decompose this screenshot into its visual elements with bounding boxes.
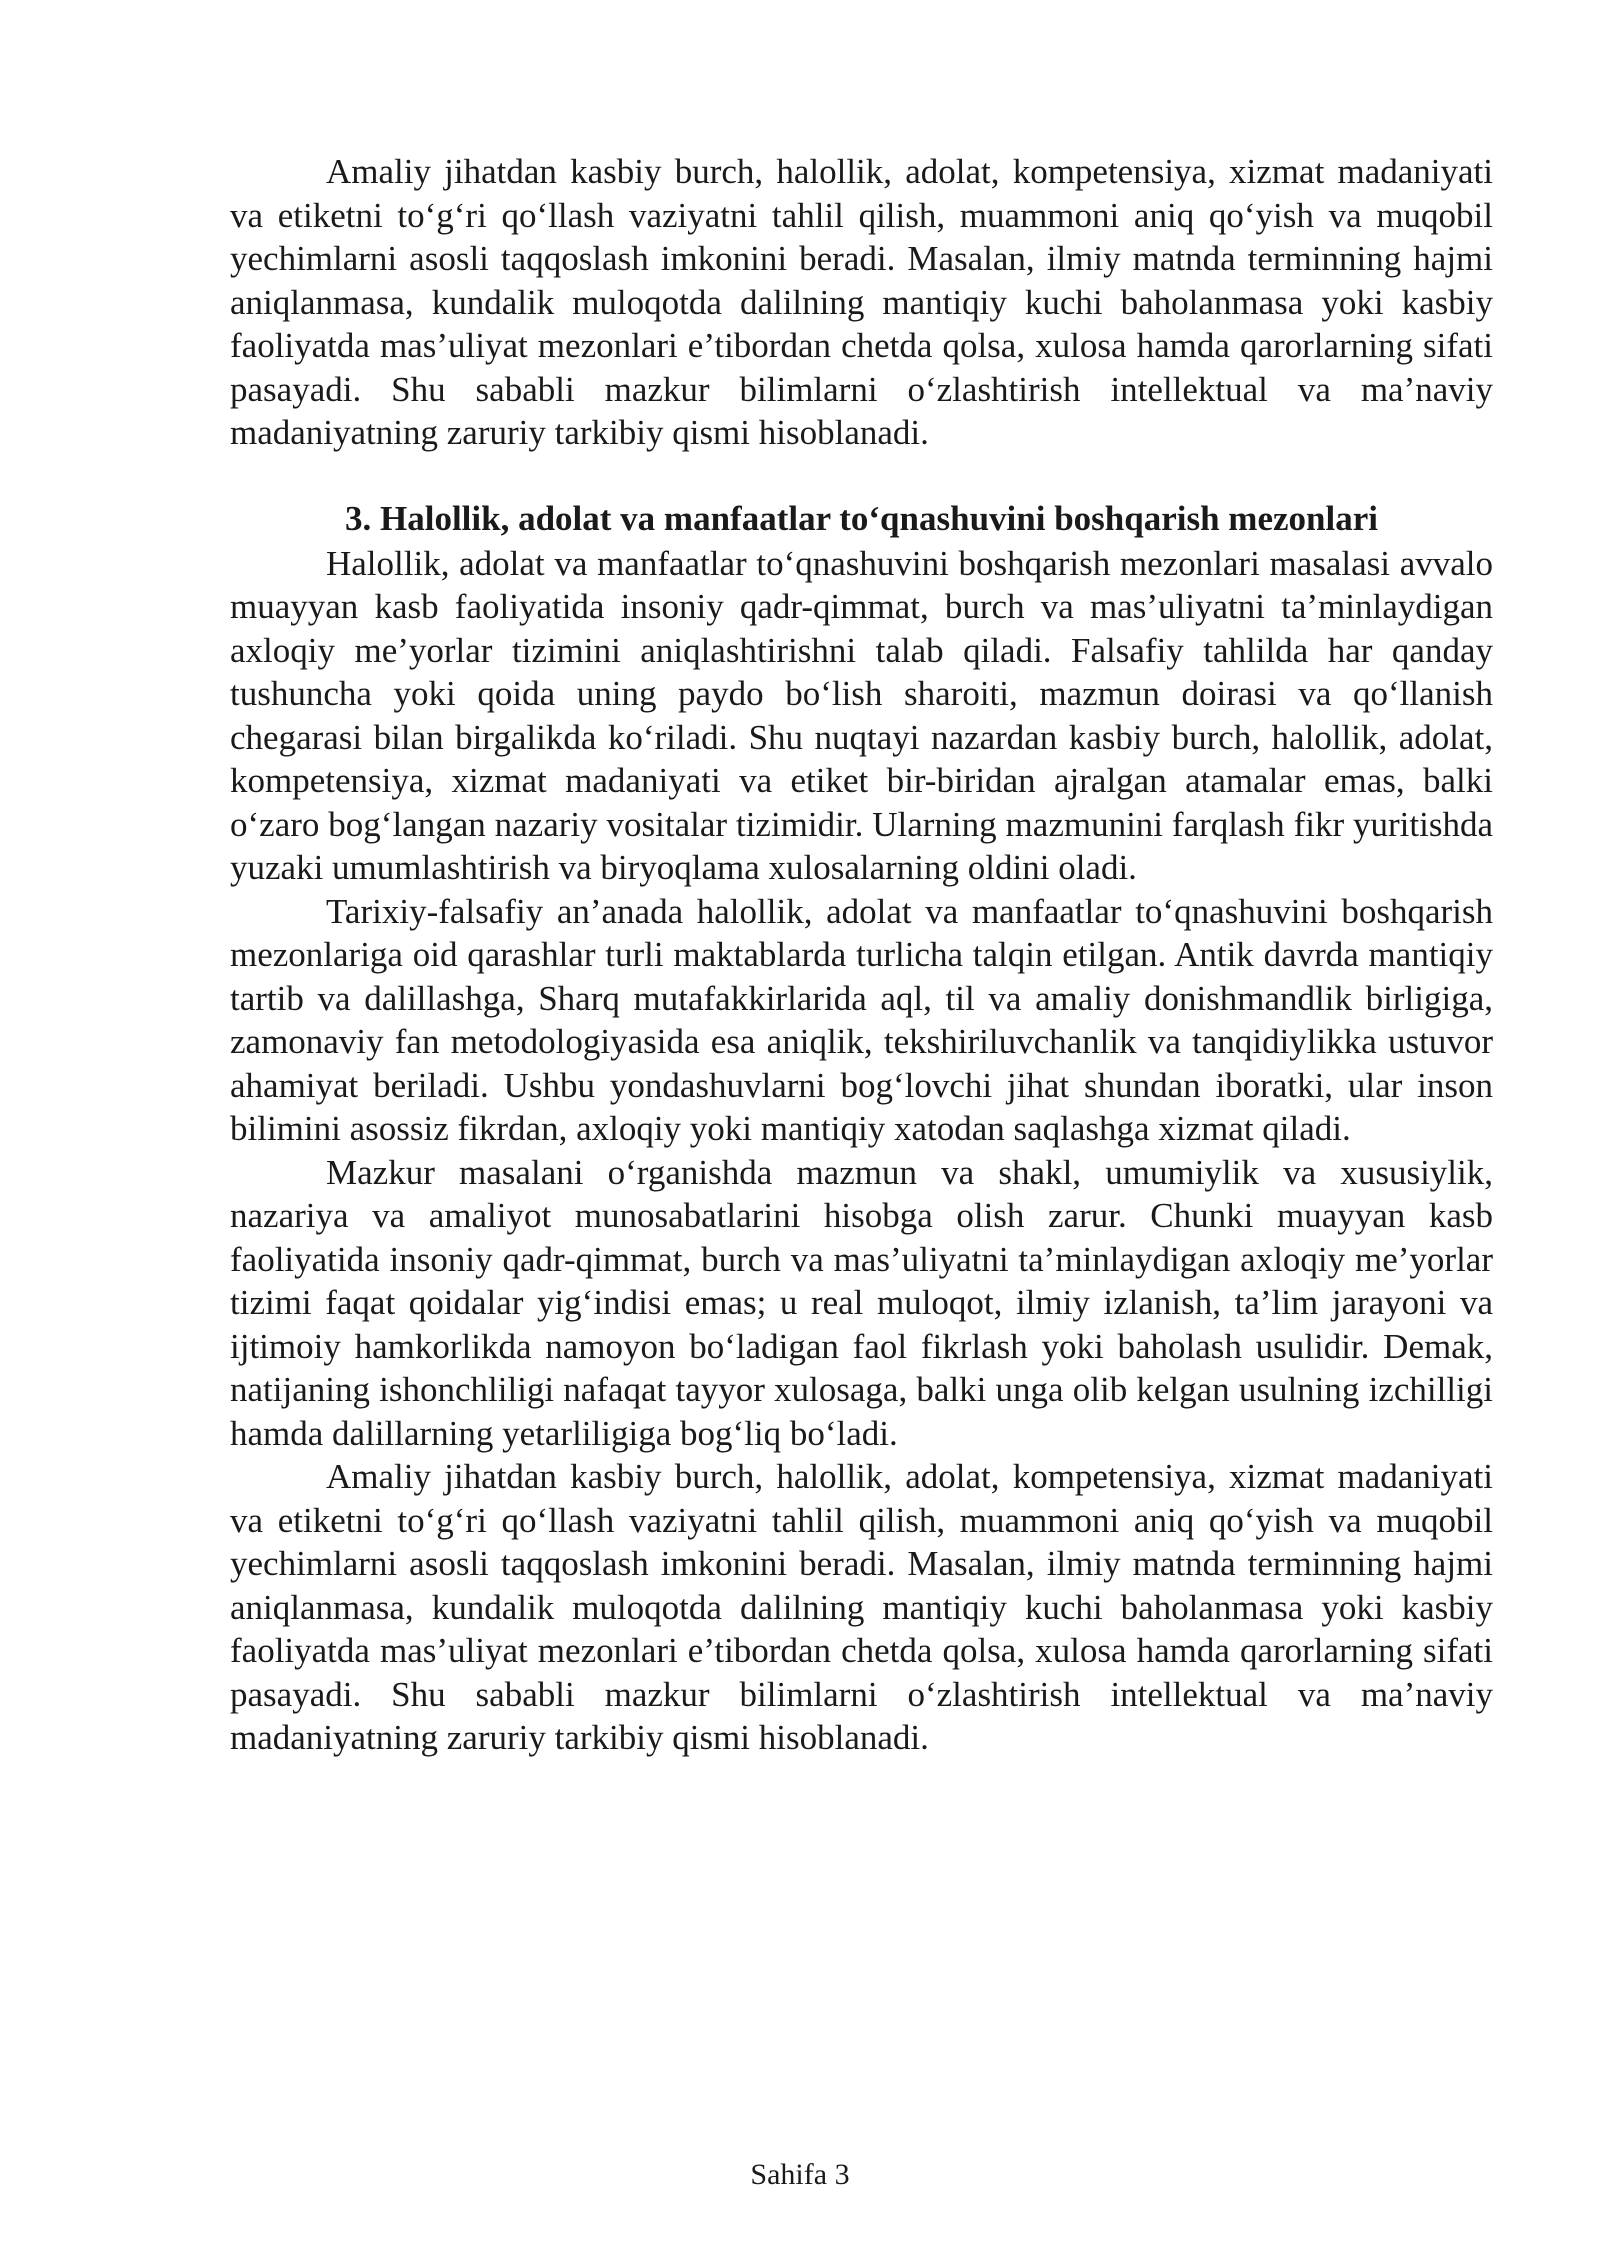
paragraph-1: Halollik, adolat va manfaatlar to‘qnashuvini boshqarish mezonlari masalasi avvalo muayyan kasb faoliyatida insoniy qadr-qimmat, burch va mas’uliyatni ta’minlaydigan axloqiy me’yorlar tizimini aniqlashtirishni talab qiladi. Falsafiy tahlilda har qanday tushuncha yoki qoida uning paydo bo‘lish sharoiti, mazmun doirasi va qo‘llanish chegarasi bilan birgalikda ko‘riladi. Shu nuqtayi nazardan kasbiy burch, halollik, adolat, kompetensiya, xizmat madaniyati va etiket bir-biridan ajralgan atamalar emas, balki o‘zaro bog‘langan nazariy vositalar tizimidir. Ularning mazmunini farqlash fikr yuritishda yuzaki umumlashtirish va biryoqlama xulosalarning oldini oladi. <box>230 543 1493 887</box>
paragraph-3: Mazkur masalani o‘rganishda mazmun va shakl, umumiylik va xususiylik, nazariya va amaliyot munosabatlarini hisobga olish zarur. Chunki muayyan kasb faoliyatida insoniy qadr-qimmat, burch va mas’uliyatni ta’minlaydigan axloqiy me’yorlar tizimi faqat qoidalar yig‘indisi emas; u real muloqot, ilmiy izlanish, ta’lim jarayoni va ijtimoiy hamkorlikda namoyon bo‘ladigan faol fikrlash yoki baholash usulidir. Demak, natijaning ishonchliligi nafaqat tayyor xulosaga, balki unga olib kelgan usulning izchilligi hamda dalillarning yetarliligiga bog‘liq bo‘ladi. <box>230 1152 1493 1453</box>
section-heading: 3. Halollik, adolat va manfaatlar to‘qnashuvini boshqarish mezonlari <box>345 498 1378 538</box>
paragraph-intro: Amaliy jihatdan kasbiy burch, halollik, adolat, kompetensiya, xizmat madaniyati va etiketni to‘g‘ri qo‘llash vaziyatni tahlil qilish, muammoni aniq qo‘yish va muqobil yechimlarni asosli taqqoslash imkonini beradi. Masalan, ilmiy matnda terminning hajmi aniqlanmasa, kundalik muloqotda dalilning mantiqiy kuchi baholanmasa yoki kasbiy faoliyatda mas’uliyat mezonlari e’tibordan chetda qolsa, xulosa hamda qarorlarning sifati pasayadi. Shu sababli mazkur bilimlarni o‘zlashtirish intellektual va ma’naviy madaniyatning zaruriy tarkibiy qismi hisoblanadi. <box>230 152 1493 452</box>
page-body <box>230 150 1493 1760</box>
paragraph-2: Tarixiy-falsafiy an’anada halollik, adolat va manfaatlar to‘qnashuvini boshqarish mezonlariga oid qarashlar turli maktablarda turlicha talqin etilgan. Antik davrda mantiqiy tartib va dalillashga, Sharq mutafakkirlarida aql, til va amaliy donishmandlik birligiga, zamonaviy fan metodologiyasida esa aniqlik, tekshiriluvchanlik va tanqidiylikka ustuvor ahamiyat beriladi. Ushbu yondashuvlarni bog‘lovchi jihat shundan iboratki, ular inson bilimini asossiz fikrdan, axloqiy yoki mantiqiy xatodan saqlashga xizmat qiladi. <box>230 891 1493 1148</box>
paragraph-4: Amaliy jihatdan kasbiy burch, halollik, adolat, kompetensiya, xizmat madaniyati va etiketni to‘g‘ri qo‘llash vaziyatni tahlil qilish, muammoni aniq qo‘yish va muqobil yechimlarni asosli taqqoslash imkonini beradi. Masalan, ilmiy matnda terminning hajmi aniqlanmasa, kundalik muloqotda dalilning mantiqiy kuchi baholanmasa yoki kasbiy faoliyatda mas’uliyat mezonlari e’tibordan chetda qolsa, xulosa hamda qarorlarning sifati pasayadi. Shu sababli mazkur bilimlarni o‘zlashtirish intellektual va ma’naviy madaniyatning zaruriy tarkibiy qismi hisoblanadi. <box>230 1457 1493 1757</box>
page-footer-number: Sahifa 3 <box>750 2158 850 2191</box>
